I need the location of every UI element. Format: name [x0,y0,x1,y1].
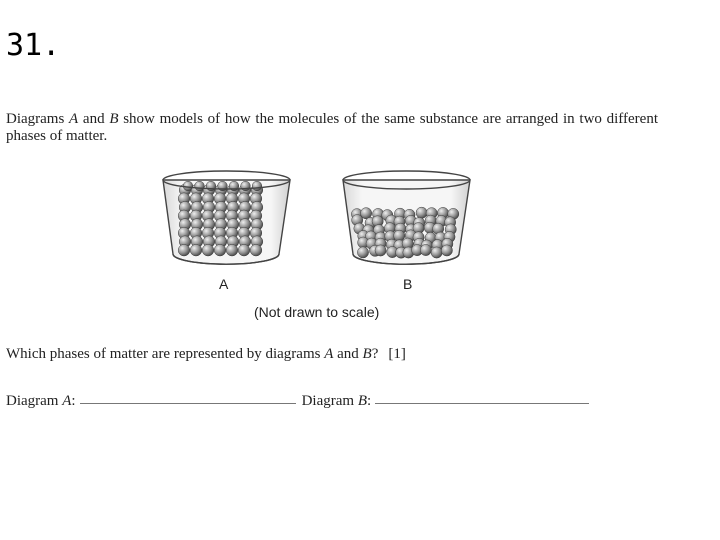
intro-text: and [78,111,110,127]
answer-blank-a[interactable] [80,403,296,404]
molecule-sphere-icon [441,245,452,256]
question-letter-a: A [324,346,334,362]
molecule-sphere-icon [226,244,238,256]
molecule-sphere-icon [420,244,431,255]
molecule-sphere-icon [238,244,250,256]
answer-label-text: Diagram [301,393,358,409]
beaker-b-icon [343,171,470,264]
answer-label-text: : [366,393,372,409]
question-text-part: Which phases of matter are represented by diagrams [6,346,325,362]
label-a: A [219,276,229,292]
answer-label-b [302,393,372,410]
molecule-sphere-icon [431,247,442,258]
phase-diagram-figure [150,162,480,272]
intro-letter-b: B [109,111,119,127]
question-text [6,346,406,363]
molecule-sphere-icon [250,244,262,256]
intro-text: show models of how the molecules of the same substance are arranged in two different phases of matter. [6,111,658,144]
answer-label-text: : [71,393,76,409]
question-number: 31. [6,28,61,63]
molecule-sphere-icon [183,181,193,191]
molecule-sphere-icon [416,207,427,218]
question-text-part: and [333,346,363,362]
marks: [1] [388,346,406,362]
answer-label-a [6,393,76,410]
beaker-a-icon [163,171,290,264]
molecule-sphere-icon [195,181,205,191]
question-text-part: ? [371,346,379,362]
molecule-sphere-icon [178,244,190,256]
answer-label-text: Diagram [6,393,63,409]
intro-text: Diagrams [6,111,70,127]
intro-letter-a: A [69,111,79,127]
molecule-sphere-icon [214,244,226,256]
answer-blank-b[interactable] [375,403,589,404]
label-b: B [403,276,413,292]
question-intro [6,111,658,145]
answer-line [6,393,595,410]
answer-label-letter: B [357,393,367,409]
molecule-sphere-icon [375,245,386,256]
question-letter-b: B [362,346,372,362]
molecule-sphere-icon [190,244,202,256]
answer-label-letter: A [62,393,72,409]
scale-note: (Not drawn to scale) [254,304,380,320]
molecule-sphere-icon [252,181,262,191]
molecule-sphere-icon [202,244,214,256]
molecule-sphere-icon [357,247,368,258]
